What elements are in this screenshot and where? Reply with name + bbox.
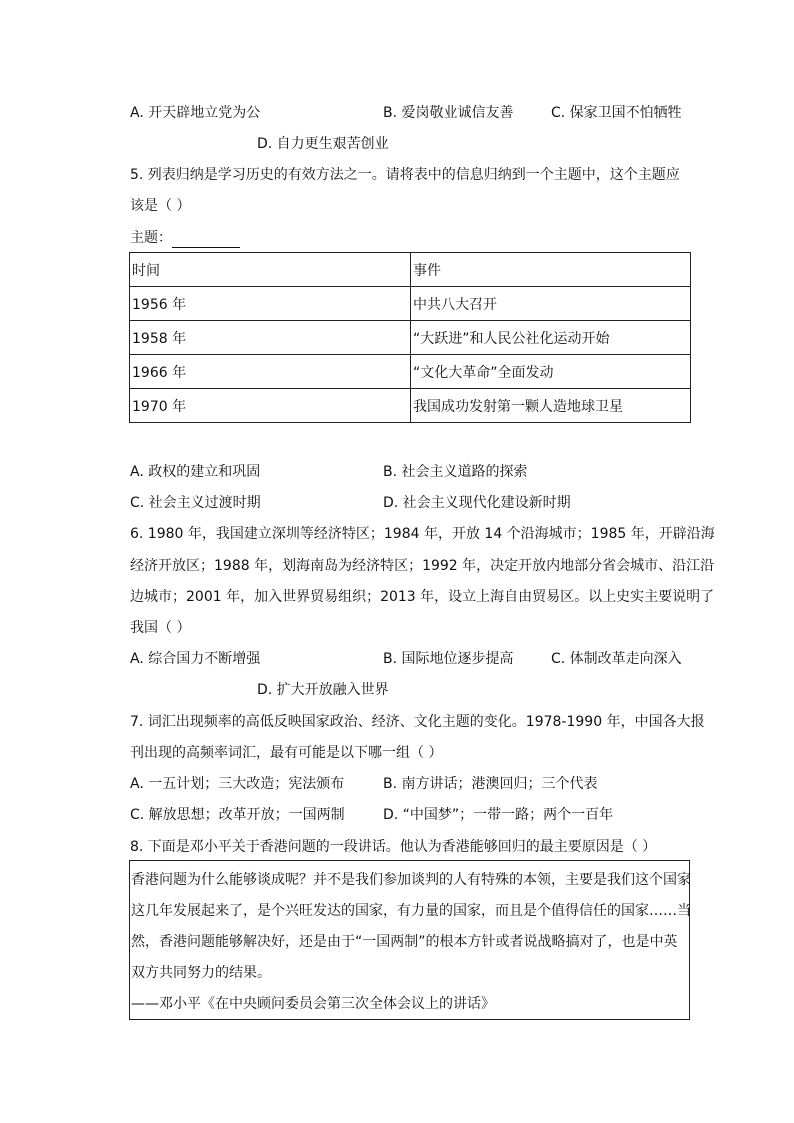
q4-option-d: D. 自力更生艰苦创业 (257, 136, 389, 152)
table-row (130, 321, 691, 355)
table-row (130, 389, 691, 423)
q5-event-table (129, 252, 691, 423)
q7-option-c: C. 解放思想；改革开放；一国两制 (130, 807, 345, 823)
q5-topic-blank (172, 231, 240, 248)
q8-quote-line-3: 然，香港问题能够解决好，还是由于“一国两制”的根本方针或者说战略搞对了，也是中英 (131, 934, 678, 950)
q5-topic-label: 主题： (130, 230, 172, 246)
q6-stem-line-3: 边城市；2001 年，加入世界贸易组织；2013 年，设立上海自由贸易区。以上史实主要说明了 (130, 589, 715, 605)
table-cell-event: “文化大革命”全面发动 (411, 355, 691, 389)
q7-option-a: A. 一五计划；三大改造；宪法颁布 (130, 776, 345, 792)
table-header-time: 时间 (130, 253, 411, 287)
q8-quote-line-2: 这几年发展起来了，是个兴旺发达的国家，有力量的国家，而且是个值得信任的国家……当 (131, 903, 691, 919)
q6-option-b: B. 国际地位逐步提高 (383, 651, 514, 667)
q6-stem-line-4: 我国（ ） (130, 620, 191, 636)
q7-stem-line-2: 刊出现的高频率词汇，最有可能是以下哪一组（ ） (130, 745, 443, 761)
table-cell-event: 中共八大召开 (411, 287, 691, 321)
q8-quote-line-1: 香港问题为什么能够谈成呢？并不是我们参加谈判的人有特殊的本领，主要是我们这个国家 (131, 872, 691, 888)
table-header-row (130, 253, 691, 287)
table-cell-year: 1970 年 (130, 389, 411, 423)
table-row (130, 287, 691, 321)
table-row (130, 355, 691, 389)
q6-option-a: A. 综合国力不断增强 (130, 651, 261, 667)
q8-quote-box (129, 860, 690, 1020)
table-cell-year: 1966 年 (130, 355, 411, 389)
q5-option-d: D. 社会主义现代化建设新时期 (383, 495, 571, 511)
q5-stem-line-1: 5. 列表归纳是学习历史的有效方法之一。请将表中的信息归纳到一个主题中，这个主题应 (130, 167, 680, 183)
q4-option-c: C. 保家卫国不怕牺牲 (551, 105, 682, 121)
q5-option-a: A. 政权的建立和巩固 (130, 464, 261, 480)
q7-stem-line-1: 7. 词汇出现频率的高低反映国家政治、经济、文化主题的变化。1978-1990 年，中国各大报 (130, 714, 705, 730)
q6-option-d: D. 扩大开放融入世界 (257, 682, 389, 698)
q5-topic (130, 228, 240, 248)
q5-option-b: B. 社会主义道路的探索 (383, 464, 528, 480)
q5-option-c: C. 社会主义过渡时期 (130, 495, 261, 511)
table-cell-event: 我国成功发射第一颗人造地球卫星 (411, 389, 691, 423)
q4-option-b: B. 爱岗敬业诚信友善 (383, 105, 514, 121)
table-header-event: 事件 (411, 253, 691, 287)
q8-quote-line-4: 双方共同努力的结果。 (131, 965, 271, 981)
q6-stem-line-1: 6. 1980 年，我国建立深圳等经济特区；1984 年，开放 14 个沿海城市；1985 年，开辟沿海 (130, 526, 715, 542)
table-cell-year: 1958 年 (130, 321, 411, 355)
q7-option-b: B. 南方讲话；港澳回归；三个代表 (383, 776, 598, 792)
q7-option-d: D. “中国梦”；一带一路；两个一百年 (383, 807, 614, 823)
table-cell-event: “大跃进”和人民公社化运动开始 (411, 321, 691, 355)
q8-quote-source: ——邓小平《在中央顾问委员会第三次全体会议上的讲话》 (131, 996, 495, 1012)
q5-stem-line-2: 该是（ ） (130, 198, 191, 214)
q8-stem: 8. 下面是邓小平关于香港问题的一段讲话。他认为香港能够回归的最主要原因是（ ） (130, 839, 657, 855)
table-cell-year: 1956 年 (130, 287, 411, 321)
q4-option-a: A. 开天辟地立党为公 (130, 105, 261, 121)
q6-stem-line-2: 经济开放区；1988 年，划海南岛为经济特区；1992 年，决定开放内地部分省会城市、沿江沿 (130, 558, 715, 574)
q6-option-c: C. 体制改革走向深入 (551, 651, 682, 667)
